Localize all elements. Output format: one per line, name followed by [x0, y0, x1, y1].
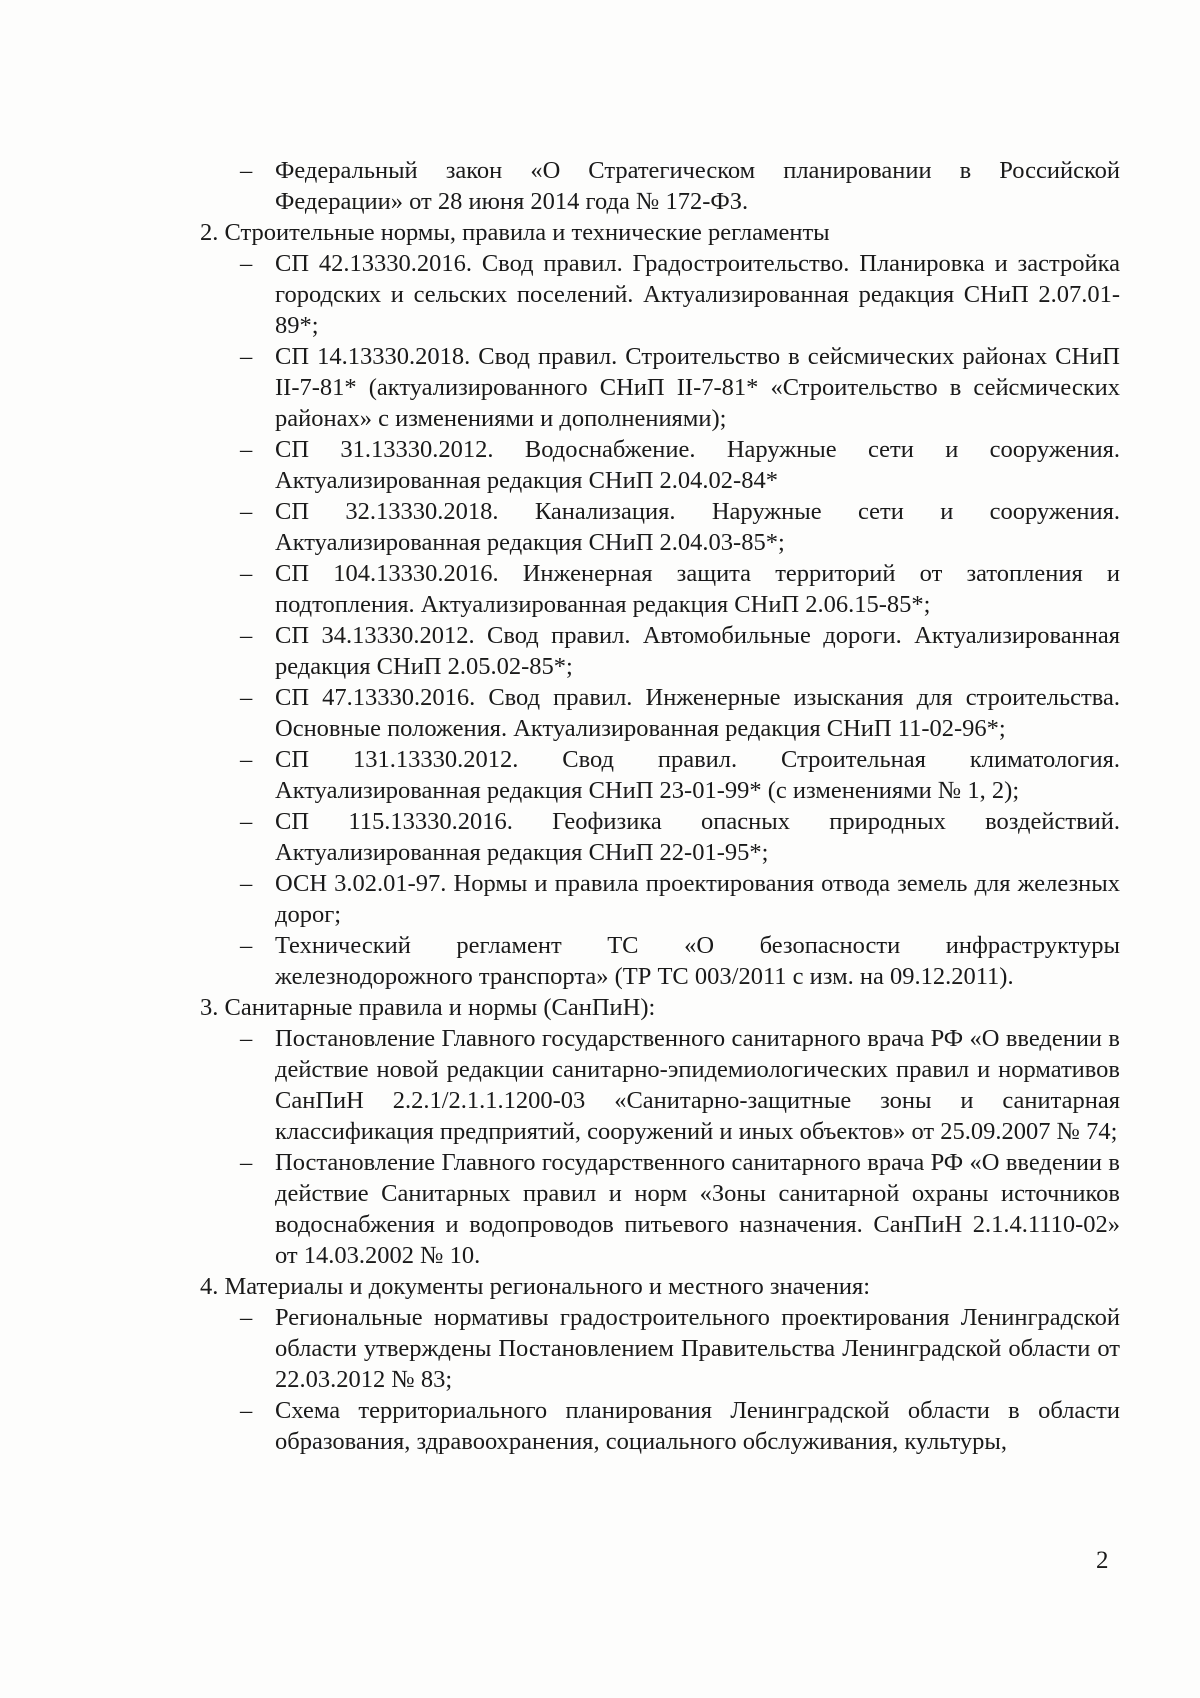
section-heading: 2. Строительные нормы, правила и технические регламенты — [200, 219, 830, 246]
list-item — [200, 341, 1120, 434]
dash-bullet: – — [240, 932, 253, 959]
list-item — [200, 682, 1120, 744]
list-item — [200, 155, 1120, 217]
dash-bullet: – — [240, 1304, 253, 1331]
dash-bullet: – — [240, 343, 253, 370]
section-heading: 3. Санитарные правила и нормы (СанПиН): — [200, 994, 656, 1021]
list-item — [200, 1147, 1120, 1271]
list-item-text: Постановление Главного государственного санитарного врача РФ «О введении в действие Санитарных правил и норм «Зоны санитарной охраны источников водоснабжения и водопроводов питьевого назначения. СанПиН 2.1.4.1110-02» от 14.03.2002 № 10. — [275, 1149, 1120, 1269]
document-body — [200, 155, 1120, 1457]
dash-bullet: – — [240, 746, 253, 773]
list-item — [200, 434, 1120, 496]
list-item — [200, 1302, 1120, 1395]
list-item-text: СП 47.13330.2016. Свод правил. Инженерные изыскания для строительства. Основные положения. Актуализированная редакция СНиП 11-02-96*; — [275, 684, 1120, 742]
section-heading: 4. Материалы и документы регионального и местного значения: — [200, 1273, 871, 1300]
dash-bullet: – — [240, 808, 253, 835]
list-item — [200, 558, 1120, 620]
dash-bullet: – — [240, 250, 253, 277]
list-item-text: СП 14.13330.2018. Свод правил. Строительство в сейсмических районах СНиП II-7-81* (актуализированного СНиП II-7-81* «Строительство в сейсмических районах» с изменениями и дополнениями); — [275, 343, 1120, 432]
page-number: 2 — [1096, 1547, 1109, 1574]
list-item — [200, 1023, 1120, 1147]
list-item-text: СП 42.13330.2016. Свод правил. Градостроительство. Планировка и застройка городских и сельских поселений. Актуализированная редакция СНиП 2.07.01-89*; — [275, 250, 1120, 339]
dash-bullet: – — [240, 157, 253, 184]
list-item — [200, 248, 1120, 341]
dash-bullet: – — [240, 1149, 253, 1176]
list-item-text: Постановление Главного государственного санитарного врача РФ «О введении в действие новой редакции санитарно-эпидемиологических правил и нормативов СанПиН 2.2.1/2.1.1.1200-03 «Санитарно-защитные зоны и санитарная классификация предприятий, сооружений и иных объектов» от 25.09.2007 № 74; — [275, 1025, 1120, 1145]
list-item — [200, 1395, 1120, 1457]
list-item — [200, 496, 1120, 558]
dash-bullet: – — [240, 560, 253, 587]
list-item-text: СП 115.13330.2016. Геофизика опасных природных воздействий. Актуализированная редакция СНиП 22-01-95*; — [275, 808, 1120, 866]
list-item-text: СП 32.13330.2018. Канализация. Наружные сети и сооружения. Актуализированная редакция СНиП 2.04.03-85*; — [275, 498, 1120, 556]
list-item — [200, 930, 1120, 992]
dash-bullet: – — [240, 436, 253, 463]
list-item-text: Схема территориального планирования Ленинградской области в области образования, здравоохранения, социального обслуживания, культуры, — [275, 1397, 1120, 1455]
dash-bullet: – — [240, 1397, 253, 1424]
list-item — [200, 744, 1120, 806]
dash-bullet: – — [240, 1025, 253, 1052]
list-item-text: СП 31.13330.2012. Водоснабжение. Наружные сети и сооружения. Актуализированная редакция СНиП 2.04.02-84* — [275, 436, 1120, 494]
list-item-text: СП 104.13330.2016. Инженерная защита территорий от затопления и подтопления. Актуализированная редакция СНиП 2.06.15-85*; — [275, 560, 1120, 618]
list-item-text: СП 34.13330.2012. Свод правил. Автомобильные дороги. Актуализированная редакция СНиП 2.05.02-85*; — [275, 622, 1120, 680]
dash-bullet: – — [240, 684, 253, 711]
list-item — [200, 868, 1120, 930]
list-item-text: Федеральный закон «О Стратегическом планировании в Российской Федерации» от 28 июня 2014 года № 172-ФЗ. — [275, 157, 1120, 215]
list-item-text: СП 131.13330.2012. Свод правил. Строительная климатология. Актуализированная редакция СНиП 23-01-99* (с изменениями № 1, 2); — [275, 746, 1120, 804]
list-item-text: Региональные нормативы градостроительного проектирования Ленинградской области утверждены Постановлением Правительства Ленинградской области от 22.03.2012 № 83; — [275, 1304, 1120, 1393]
list-item-text: ОСН 3.02.01-97. Нормы и правила проектирования отвода земель для железных дорог; — [275, 870, 1120, 928]
list-item — [200, 620, 1120, 682]
list-item-text: Технический регламент ТС «О безопасности инфраструктуры железнодорожного транспорта» (ТР ТС 003/2011 с изм. на 09.12.2011). — [275, 932, 1120, 990]
dash-bullet: – — [240, 870, 253, 897]
dash-bullet: – — [240, 622, 253, 649]
dash-bullet: – — [240, 498, 253, 525]
list-item — [200, 806, 1120, 868]
